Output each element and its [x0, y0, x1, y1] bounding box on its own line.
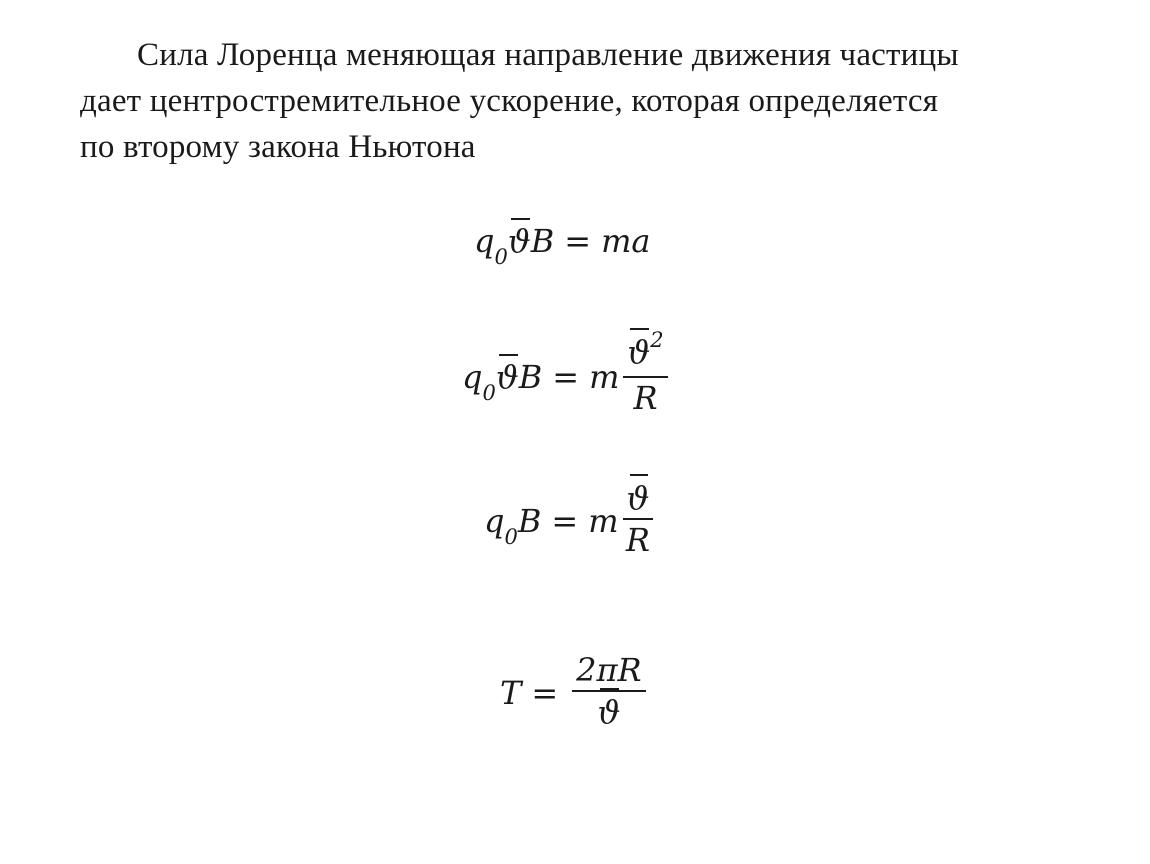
- paragraph-line-2: дает центростремительное ускорение, которая определяется: [80, 83, 939, 119]
- formula-centripetal: [462, 328, 668, 422]
- paragraph-line-1: Сила Лоренца меняющая направление движения частицы: [137, 37, 959, 73]
- fraction: [623, 328, 667, 418]
- equals-sign: =: [531, 673, 559, 712]
- subscript-0: 0: [482, 380, 496, 405]
- symbol-m: m: [589, 357, 620, 396]
- symbol-velocity: ϑ: [495, 357, 519, 396]
- equals-sign: =: [551, 501, 579, 540]
- subscript-0: 0: [494, 245, 508, 269]
- paragraph-line-3: по второму закона Ньютона: [80, 129, 476, 165]
- symbol-B: B: [518, 357, 543, 396]
- formula-rhs: ma: [601, 222, 651, 260]
- fraction-numerator: [623, 328, 667, 376]
- fraction-denominator: R: [623, 518, 654, 560]
- symbol-B: B: [530, 222, 555, 260]
- formula-simplified: [484, 479, 653, 564]
- equals-sign: =: [564, 222, 592, 260]
- paragraph: [80, 32, 1090, 170]
- fraction-denominator: [572, 690, 645, 732]
- symbol-q: q: [474, 222, 495, 260]
- symbol-T: T: [500, 673, 522, 712]
- equals-sign: =: [552, 357, 580, 396]
- symbol-velocity: ϑ: [597, 693, 621, 731]
- formula-period: [500, 651, 646, 736]
- fraction-denominator: R: [623, 376, 667, 418]
- superscript-2: 2: [650, 328, 664, 352]
- subscript-0: 0: [504, 524, 518, 549]
- fraction-numerator: [623, 478, 654, 518]
- symbol-velocity: ϑ: [626, 479, 650, 517]
- fraction: [572, 650, 645, 732]
- symbol-q: q: [484, 501, 505, 540]
- fraction-numerator: 2πR: [576, 651, 642, 689]
- symbol-B: B: [517, 501, 542, 540]
- symbol-m: m: [588, 501, 619, 540]
- formula-lorentz-newton: [474, 222, 651, 269]
- fraction: [623, 478, 654, 560]
- symbol-velocity: ϑ: [627, 333, 651, 371]
- symbol-q: q: [462, 357, 483, 396]
- symbol-velocity: ϑ: [507, 222, 531, 260]
